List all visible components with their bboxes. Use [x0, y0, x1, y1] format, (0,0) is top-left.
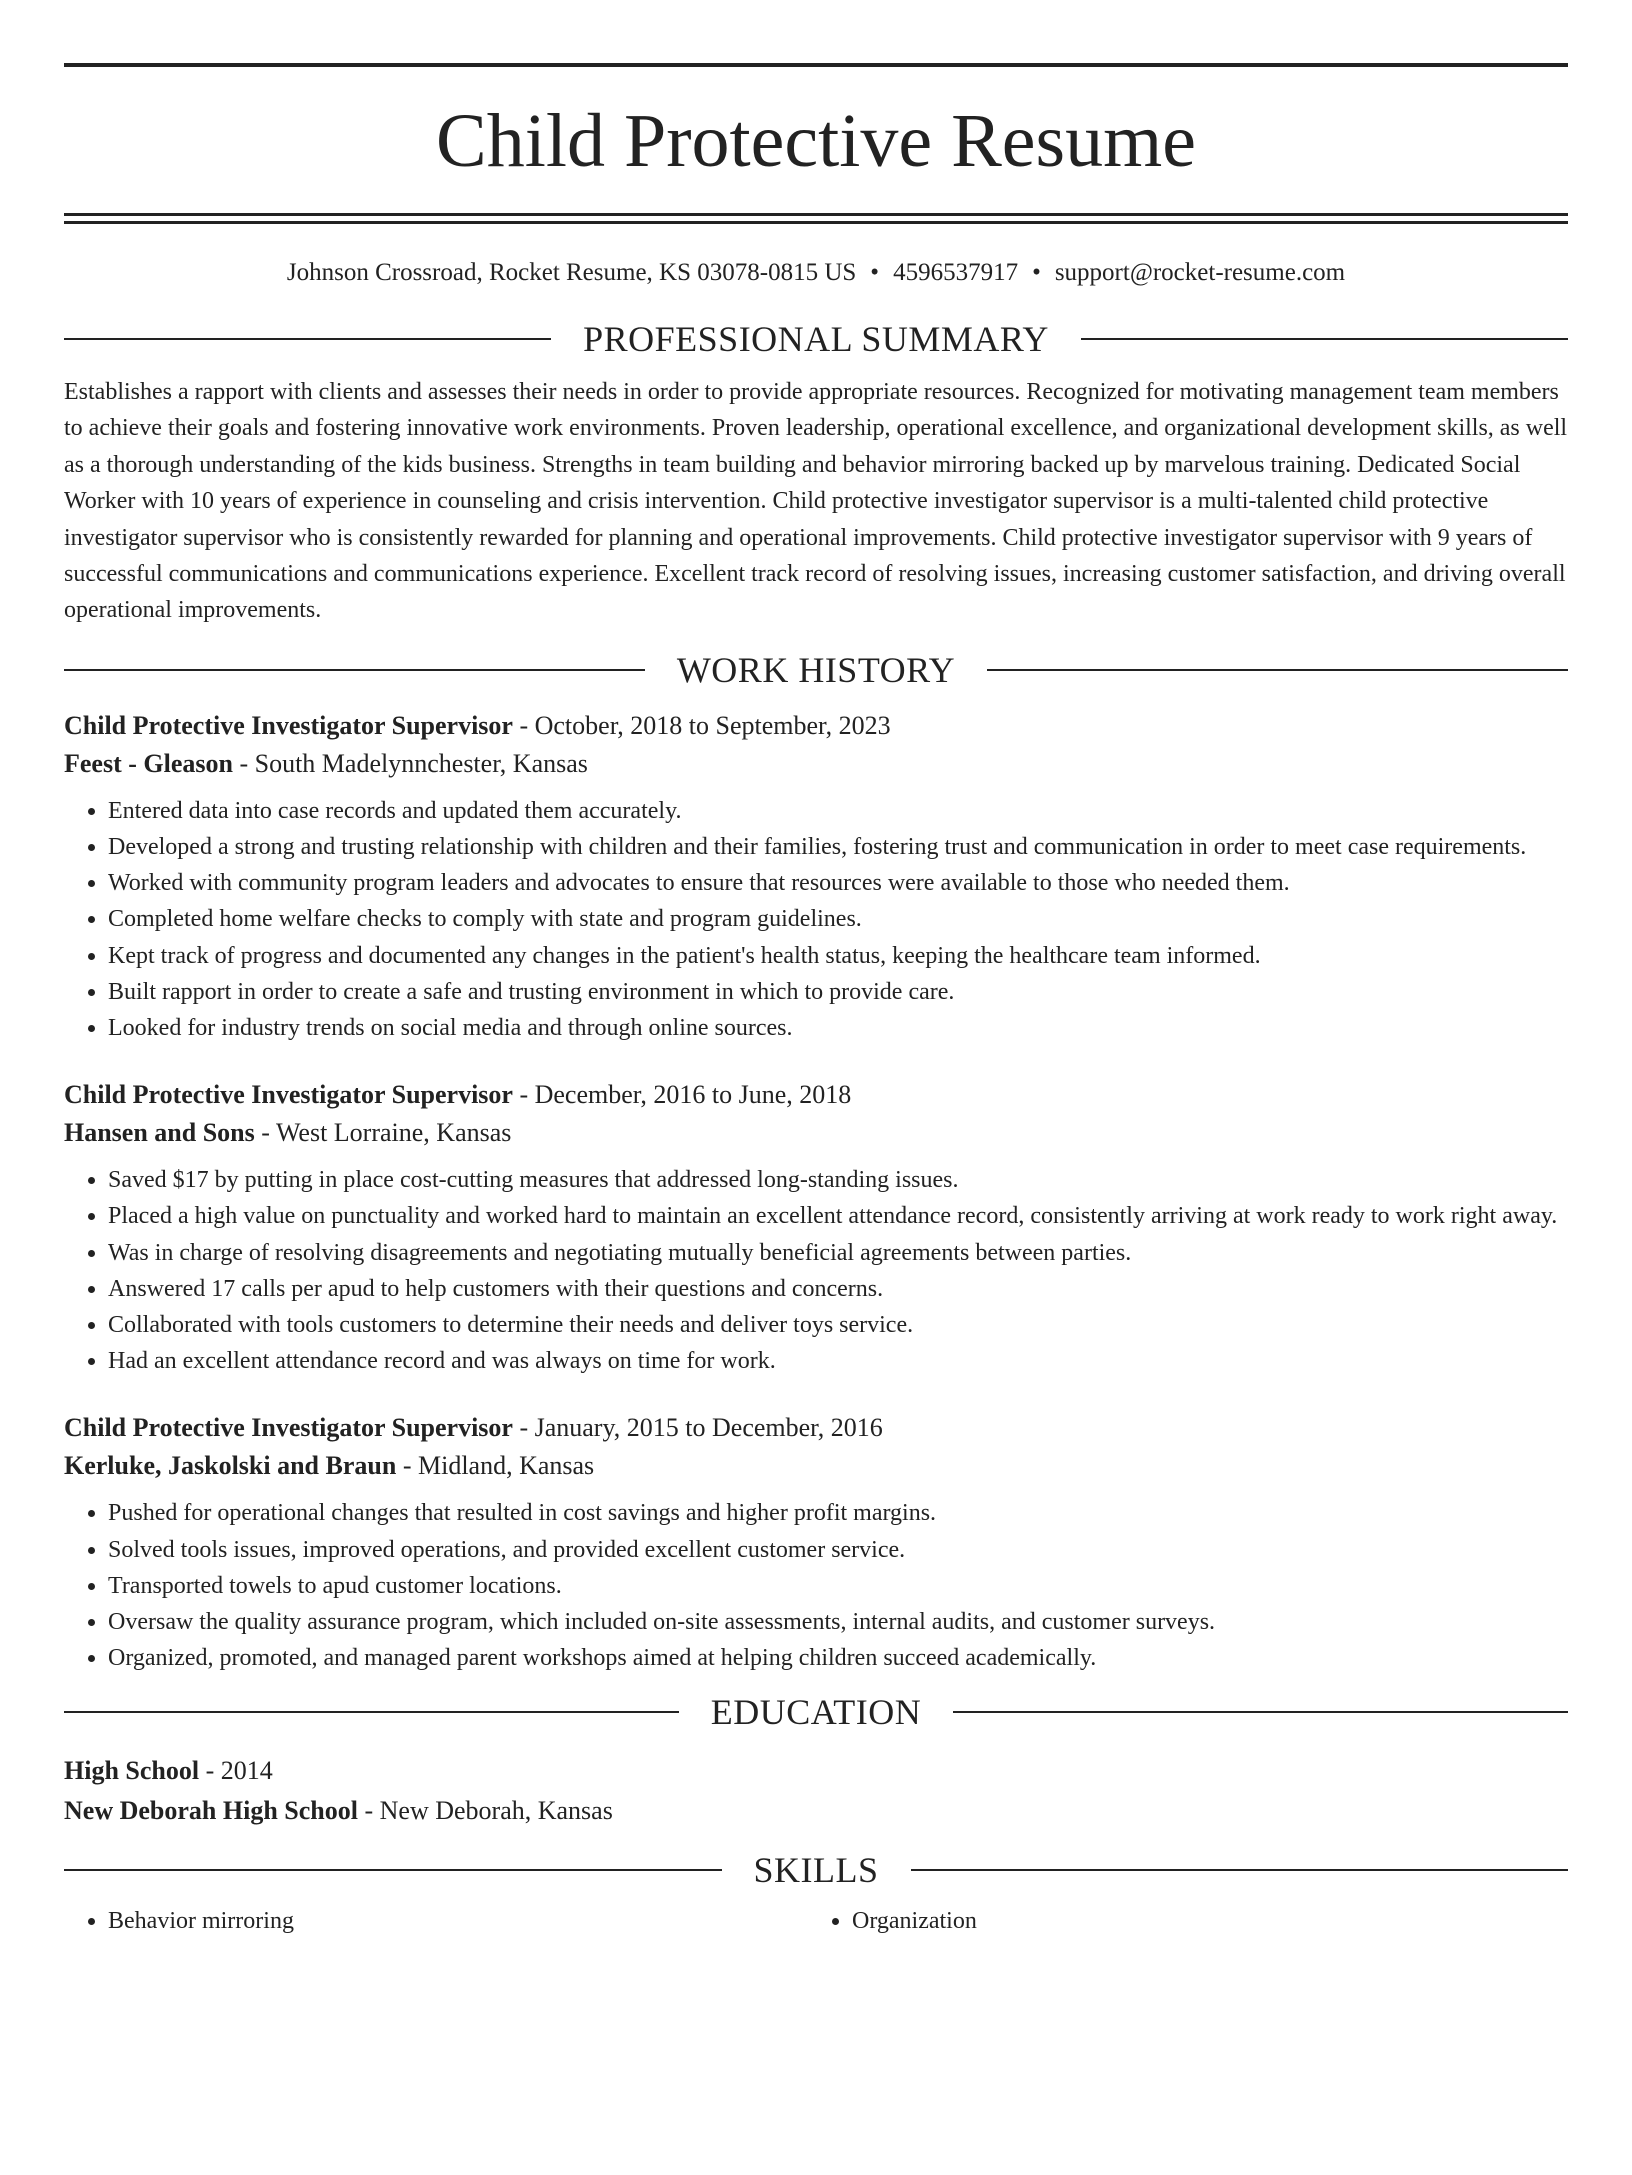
job-entry	[64, 1409, 1568, 1676]
section-title: WORK HISTORY	[676, 649, 956, 690]
job-company: Kerluke, Jaskolski and Braun	[64, 1451, 397, 1481]
list-item: • Had an excellent attendance record and was always on time for work.	[108, 1343, 1568, 1379]
job-location: - Midland, Kansas	[396, 1451, 595, 1481]
education-year: - 2014	[199, 1755, 273, 1785]
section-title: PROFESSIONAL SUMMARY	[583, 319, 1049, 359]
resume-page	[64, 63, 1568, 1939]
section-heading-work	[64, 645, 1568, 695]
list-item: • Was in charge of resolving disagreements and negotiating mutually beneficial agreements between parties.	[108, 1235, 1568, 1271]
list-item: • Pushed for operational changes that resulted in cost savings and higher profit margins.	[108, 1495, 1568, 1531]
list-item: • Oversaw the quality assurance program, which included on-site assessments, internal audits, and customer surveys.	[108, 1604, 1568, 1640]
job-title: Child Protective Investigator Supervisor	[64, 710, 513, 740]
job-company-line	[64, 745, 1568, 783]
job-bullets	[64, 1495, 1568, 1676]
contact-line	[64, 256, 1568, 290]
list-item: • Placed a high value on punctuality and worked hard to maintain an excellent attendance record, consistently arriving at work ready to work right away.	[108, 1198, 1568, 1234]
list-item: • Answered 17 calls per apud to help customers with their questions and concerns.	[108, 1271, 1568, 1307]
list-item: • Entered data into case records and updated them accurately.	[108, 793, 1568, 829]
list-item: • Looked for industry trends on social media and through online sources.	[108, 1010, 1568, 1046]
section-rule	[987, 669, 1568, 671]
job-company: Feest - Gleason	[64, 748, 233, 778]
job-dates: - October, 2018 to September, 2023	[512, 710, 891, 740]
title-double-rule	[64, 213, 1568, 216]
job-dates: - January, 2015 to December, 2016	[512, 1413, 883, 1443]
job-company-line	[64, 1447, 1568, 1485]
section-rule	[64, 1869, 722, 1871]
list-item: • Transported towels to apud customer locations.	[108, 1568, 1568, 1604]
contact-separator: •	[1032, 259, 1041, 286]
job-title-line	[64, 1076, 1568, 1114]
education-entry	[64, 1751, 1568, 1831]
skills-column-right	[808, 1903, 1552, 1939]
list-item: • Developed a strong and trusting relationship with children and their families, fostering trust and communication in order to meet case requirements.	[108, 829, 1568, 865]
education-location: - New Deborah, Kansas	[357, 1795, 613, 1825]
contact-phone: 4596537917	[893, 259, 1019, 286]
job-dates: - December, 2016 to June, 2018	[512, 1080, 852, 1110]
job-company: Hansen and Sons	[64, 1118, 255, 1148]
section-rule	[1081, 338, 1568, 340]
section-rule	[64, 1711, 679, 1713]
skill-item: • Behavior mirroring	[108, 1903, 808, 1939]
list-item: • Saved $17 by putting in place cost-cutting measures that addressed long-standing issues.	[108, 1162, 1568, 1198]
job-title-line	[64, 707, 1568, 745]
list-item: • Organized, promoted, and managed parent workshops aimed at helping children succeed academically.	[108, 1640, 1568, 1676]
section-heading-education	[64, 1687, 1568, 1737]
job-bullets	[64, 793, 1568, 1046]
skill-item: • Organization	[852, 1903, 1552, 1939]
job-bullets	[64, 1162, 1568, 1379]
top-rule	[64, 63, 1568, 67]
list-item: • Worked with community program leaders and advocates to ensure that resources were available to those who needed them.	[108, 865, 1568, 901]
job-location: - South Madelynnchester, Kansas	[232, 748, 588, 778]
education-school-line	[64, 1791, 1568, 1831]
section-heading-summary	[64, 314, 1568, 364]
job-company-line	[64, 1114, 1568, 1152]
job-entry	[64, 1076, 1568, 1379]
job-location: - West Lorraine, Kansas	[254, 1118, 512, 1148]
section-rule	[953, 1711, 1568, 1713]
section-title: SKILLS	[753, 1849, 879, 1890]
section-rule	[64, 338, 551, 340]
section-title: EDUCATION	[710, 1691, 922, 1732]
summary-paragraph: Establishes a rapport with clients and assesses their needs in order to provide appropriate resources. Recognized for motivating management team members to achieve their goals and fostering innovative work environments. Proven leadership, operational excellence, and organizational development skills, as well as a thorough understanding of the kids business. Strengths in team building and behavior mirroring backed up by marvelous training. Dedicated Social Worker with 10 years of experience in counseling and crisis intervention. Child protective investigator supervisor is a multi-talented child protective investigator supervisor who is consistently rewarded for planning and operational improvements. Child protective investigator supervisor with 9 years of successful communications and communications experience. Excellent track record of resolving issues, increasing customer satisfaction, and driving overall operational improvements.	[64, 379, 1568, 624]
skills-column-left	[64, 1903, 808, 1939]
list-item: • Completed home welfare checks to comply with state and program guidelines.	[108, 901, 1568, 937]
list-item: • Built rapport in order to create a safe and trusting environment in which to provide care.	[108, 974, 1568, 1010]
job-title: Child Protective Investigator Supervisor	[64, 1413, 513, 1443]
contact-address: Johnson Crossroad, Rocket Resume, KS 03078-0815 US	[286, 259, 857, 286]
list-item: • Collaborated with tools customers to determine their needs and deliver toys service.	[108, 1307, 1568, 1343]
contact-separator: •	[870, 259, 880, 286]
list-item: • Solved tools issues, improved operations, and provided excellent customer service.	[108, 1532, 1568, 1568]
section-rule	[911, 1869, 1569, 1871]
job-title-line	[64, 1409, 1568, 1447]
education-school: New Deborah High School	[64, 1795, 358, 1825]
job-title: Child Protective Investigator Supervisor	[64, 1080, 513, 1110]
contact-email: support@rocket-resume.com	[1054, 259, 1346, 286]
skills-list	[64, 1903, 1568, 1939]
page-title: Child Protective Resume	[436, 99, 1196, 183]
section-rule	[64, 669, 645, 671]
section-heading-skills	[64, 1845, 1568, 1895]
education-degree: High School	[64, 1755, 200, 1785]
list-item: • Kept track of progress and documented any changes in the patient's health status, keeping the healthcare team informed.	[108, 938, 1568, 974]
job-entry	[64, 707, 1568, 1046]
education-degree-line	[64, 1751, 1568, 1791]
